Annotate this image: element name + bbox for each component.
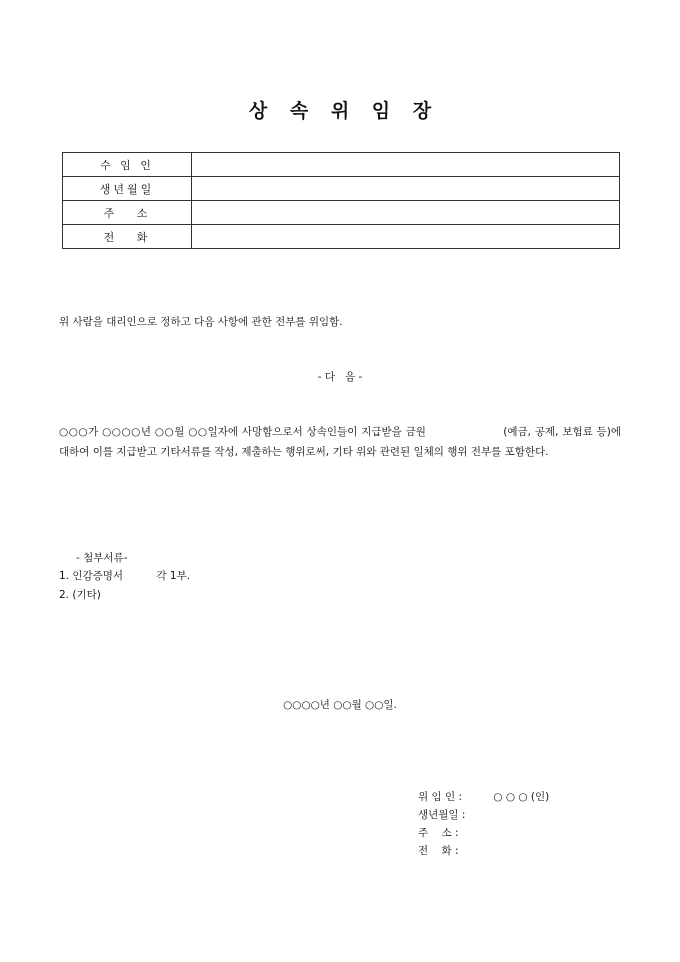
- attachments-heading: - 첨부서류-: [76, 552, 128, 564]
- row-label-phone: 전 화: [63, 225, 192, 249]
- next-heading: - 다 음 -: [317, 371, 363, 383]
- row-value-birthdate[interactable]: [192, 177, 620, 201]
- attachment-item-1: 1. 인감증명서 각 1부.: [59, 570, 191, 582]
- delegate-info-table: [62, 152, 620, 249]
- delegation-sentence: 위 사람을 대리인으로 정하고 다음 사항에 관한 전부를 위임함.: [59, 316, 343, 328]
- row-value-delegate[interactable]: [192, 153, 620, 177]
- signature-row-delegator: [418, 789, 549, 804]
- row-label-birthdate: 생년월일: [63, 177, 192, 201]
- signature-label-address: 주 소 :: [418, 827, 459, 839]
- signature-label-birthdate: 생년월일 :: [418, 809, 466, 821]
- row-value-phone[interactable]: [192, 225, 620, 249]
- table-row: [63, 177, 620, 201]
- row-value-address[interactable]: [192, 201, 620, 225]
- attachment-item-2: 2. (기타): [59, 589, 101, 601]
- row-label-address: 주 소: [63, 201, 192, 225]
- signature-row-birthdate: [418, 807, 476, 822]
- signature-row-address: [418, 825, 476, 840]
- signature-row-phone: [418, 843, 476, 858]
- row-label-delegate: 수 임 인: [63, 153, 192, 177]
- signature-value-delegator: ○ ○ ○ (인): [493, 791, 550, 803]
- table-row: [63, 201, 620, 225]
- table-row: [63, 153, 620, 177]
- signature-label-phone: 전 화 :: [418, 845, 459, 857]
- signature-label-delegator: 위 임 인 :: [418, 791, 462, 803]
- table-row: [63, 225, 620, 249]
- date-line: ○○○○년 ○○월 ○○일.: [283, 699, 397, 711]
- body-paragraph: ○○○가 ○○○○년 ○○월 ○○일자에 사망함으로서 상속인들이 지급받을 금원 (예금, 공제, 보험료 등)에 대하여 이를 지급받고 기타서류를 작성, 제출하는 행위로써, 기타 위와 관련된 일체의 행위 전부를 포함한다.: [59, 426, 625, 458]
- document-title: 상 속 위 임 장: [248, 100, 440, 122]
